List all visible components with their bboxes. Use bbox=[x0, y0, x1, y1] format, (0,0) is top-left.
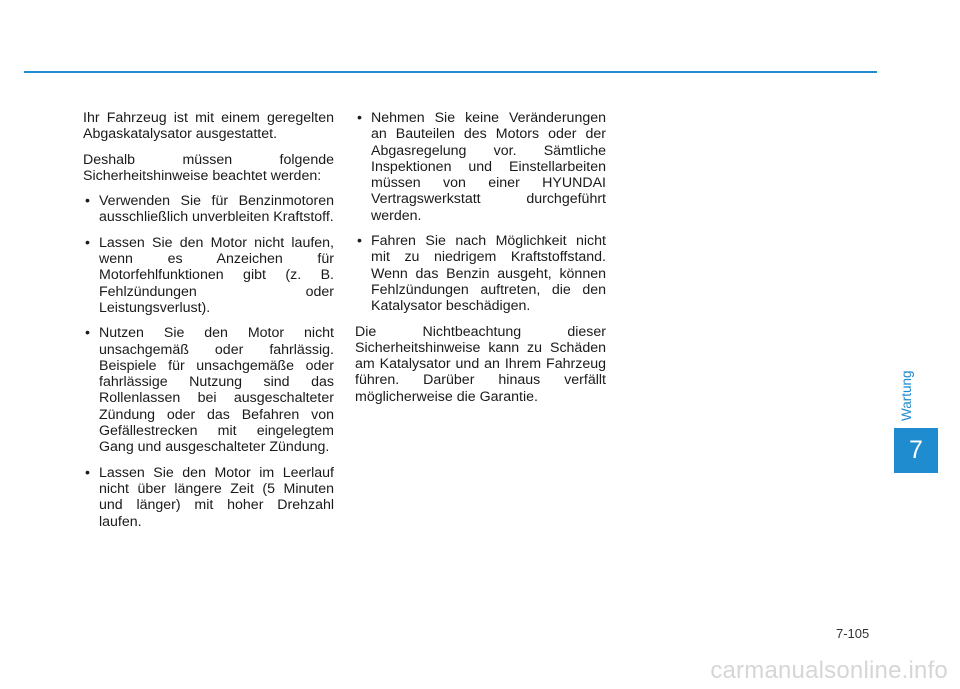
list-item bbox=[83, 325, 334, 455]
list-item-text: Lassen Sie den Motor nicht laufen, wenn es Anzeichen für Motorfehlfunktionen gibt (z. B. Fehlzündungen oder Leistungsverlust). bbox=[99, 234, 334, 316]
list-item-text: Lassen Sie den Motor im Leerlauf nicht über längere Zeit (5 Minuten und länger) mit hoher Drehzahl laufen. bbox=[99, 464, 334, 530]
page-number: 7-105 bbox=[836, 626, 870, 641]
list-item-text: Verwenden Sie für Benzinmotoren ausschließlich unverbleiten Kraftstoff. bbox=[99, 193, 334, 226]
right-column bbox=[355, 110, 606, 414]
closing-paragraph: Die Nichtbeachtung dieser Sicherheitshinweise kann zu Schäden am Katalysator und an Ihrem Fahrzeug führen. Darüber hinaus verfällt möglicherweise die Garantie. bbox=[355, 323, 606, 405]
bullet-icon: • bbox=[85, 193, 90, 210]
list-item bbox=[355, 110, 606, 224]
bullet-icon: • bbox=[357, 110, 362, 126]
list-item-text: Nehmen Sie keine Veränderungen an Bauteilen des Motors oder der Abgasregelung vor. Sämtliche Inspektionen und Einstellarbeiten müssen von einer HYUNDAI Vertragswerkstatt durchgeführt werden. bbox=[371, 110, 606, 224]
lead-paragraph: Deshalb müssen folgende Sicherheitshinweise beachtet werden: bbox=[83, 151, 334, 184]
watermark: carmanualsonline.info bbox=[710, 657, 948, 684]
bullet-icon: • bbox=[85, 234, 90, 251]
intro-paragraph: Ihr Fahrzeug ist mit einem geregelten Abgaskatalysator ausgestattet. bbox=[83, 110, 334, 143]
chapter-tab bbox=[894, 428, 938, 473]
bullet-icon: • bbox=[85, 464, 90, 481]
list-item-text: Fahren Sie nach Möglichkeit nicht mit zu niedrigem Kraftstoffstand. Wenn das Benzin ausgeht, können Fehlzündungen auftreten, die den Katalysator beschädigen. bbox=[371, 233, 606, 315]
list-item bbox=[355, 233, 606, 314]
list-item bbox=[83, 465, 334, 530]
right-bullet-list bbox=[355, 110, 606, 315]
bullet-icon: • bbox=[357, 233, 362, 250]
chapter-number: 7 bbox=[909, 436, 923, 464]
section-label: Wartung bbox=[899, 370, 914, 422]
list-item bbox=[83, 193, 334, 226]
list-item bbox=[83, 235, 334, 316]
header-rule bbox=[24, 71, 877, 73]
list-item-text: Nutzen Sie den Motor nicht unsachgemäß oder fahrlässig. Beispiele für unsachgemäße oder fahrlässige Nutzung sind das Rollenlassen bei ausgeschalteter Zündung oder das Befahren von Gefällestrecken mit eingelegtem Gang und ausgeschalteter Zündung. bbox=[99, 325, 334, 456]
bullet-icon: • bbox=[85, 325, 90, 342]
left-bullet-list bbox=[83, 193, 334, 530]
left-column bbox=[83, 110, 334, 539]
